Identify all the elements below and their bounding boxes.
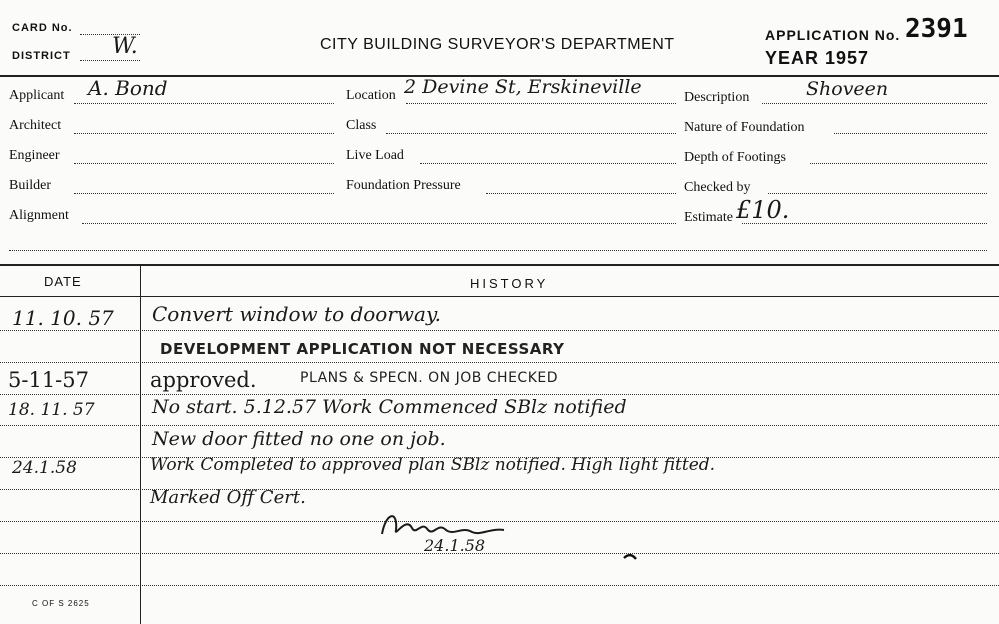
history-rule (0, 362, 999, 363)
class-label: Class (346, 118, 377, 133)
department-title: CITY BUILDING SURVEYOR'S DEPARTMENT (320, 36, 675, 53)
history-rule (0, 585, 999, 586)
signature-date: 24.1.58 (424, 536, 486, 555)
form-code: C OF S 2625 (32, 599, 90, 608)
location-value: 2 Devine St, Erskineville (404, 76, 642, 98)
date-column-header: DATE (44, 274, 82, 289)
plans-checked-stamp: PLANS & SPECN. ON JOB CHECKED (300, 370, 559, 386)
class-line (386, 133, 676, 134)
history-row-text: New door fitted no one on job. (152, 428, 446, 450)
history-rule (0, 425, 999, 426)
card-no-label: CARD No. (12, 22, 73, 34)
history-header-divider (0, 296, 999, 297)
checked-by-line (768, 193, 987, 194)
history-rule (0, 553, 999, 554)
depth-of-footings-label: Depth of Footings (684, 150, 786, 165)
architect-line (74, 133, 334, 134)
history-row-date: 11. 10. 57 (12, 306, 114, 330)
nature-of-foundation-line (834, 133, 987, 134)
history-row-text: Work Completed to approved plan SBlz notified. High light fitted. (150, 455, 716, 475)
pen-mark (622, 552, 638, 562)
district-label: DISTRICT (12, 50, 71, 62)
applicant-value: A. Bond (88, 76, 168, 100)
nature-of-foundation-label: Nature of Foundation (684, 120, 805, 135)
location-label: Location (346, 88, 396, 103)
alignment-line (82, 223, 676, 224)
live-load-line (420, 163, 676, 164)
application-number: 2391 (905, 14, 968, 44)
history-row-date: 18. 11. 57 (8, 400, 95, 420)
history-top-divider (0, 264, 999, 266)
description-line (762, 103, 987, 104)
development-stamp: DEVELOPMENT APPLICATION NOT NECESSARY (160, 340, 565, 358)
engineer-label: Engineer (9, 148, 60, 163)
history-row-text: No start. 5.12.57 Work Commenced SBlz notified (152, 396, 627, 418)
foundation-pressure-line (486, 193, 676, 194)
history-row-date: 24.1.58 (12, 458, 77, 478)
district-line (80, 60, 140, 61)
applicant-label: Applicant (9, 88, 65, 103)
applicant-line (74, 103, 334, 104)
depth-of-footings-line (810, 163, 987, 164)
blank-field-line (9, 250, 987, 251)
foundation-pressure-label: Foundation Pressure (346, 178, 461, 193)
estimate-value: £10. (736, 196, 790, 224)
history-column-header: HISTORY (470, 276, 549, 291)
architect-label: Architect (9, 118, 62, 133)
history-row-text: approved. (150, 368, 257, 392)
live-load-label: Live Load (346, 148, 404, 163)
builder-line (74, 193, 334, 194)
estimate-label: Estimate (684, 210, 733, 225)
history-row-text: Marked Off Cert. (150, 487, 306, 508)
district-value: W. (112, 34, 138, 59)
history-rule (0, 330, 999, 331)
history-rule (0, 394, 999, 395)
application-label: APPLICATION No. (765, 27, 901, 43)
location-line (406, 103, 676, 104)
date-column-divider (140, 265, 141, 624)
year-label: YEAR 1957 (765, 48, 870, 68)
history-row-text: Convert window to doorway. (152, 302, 441, 326)
builder-label: Builder (9, 178, 51, 193)
alignment-label: Alignment (9, 208, 69, 223)
description-value: Shoveen (806, 78, 889, 100)
history-row-date: 5-11-57 (8, 368, 89, 392)
checked-by-label: Checked by (684, 180, 751, 195)
description-label: Description (684, 90, 750, 105)
engineer-line (74, 163, 334, 164)
